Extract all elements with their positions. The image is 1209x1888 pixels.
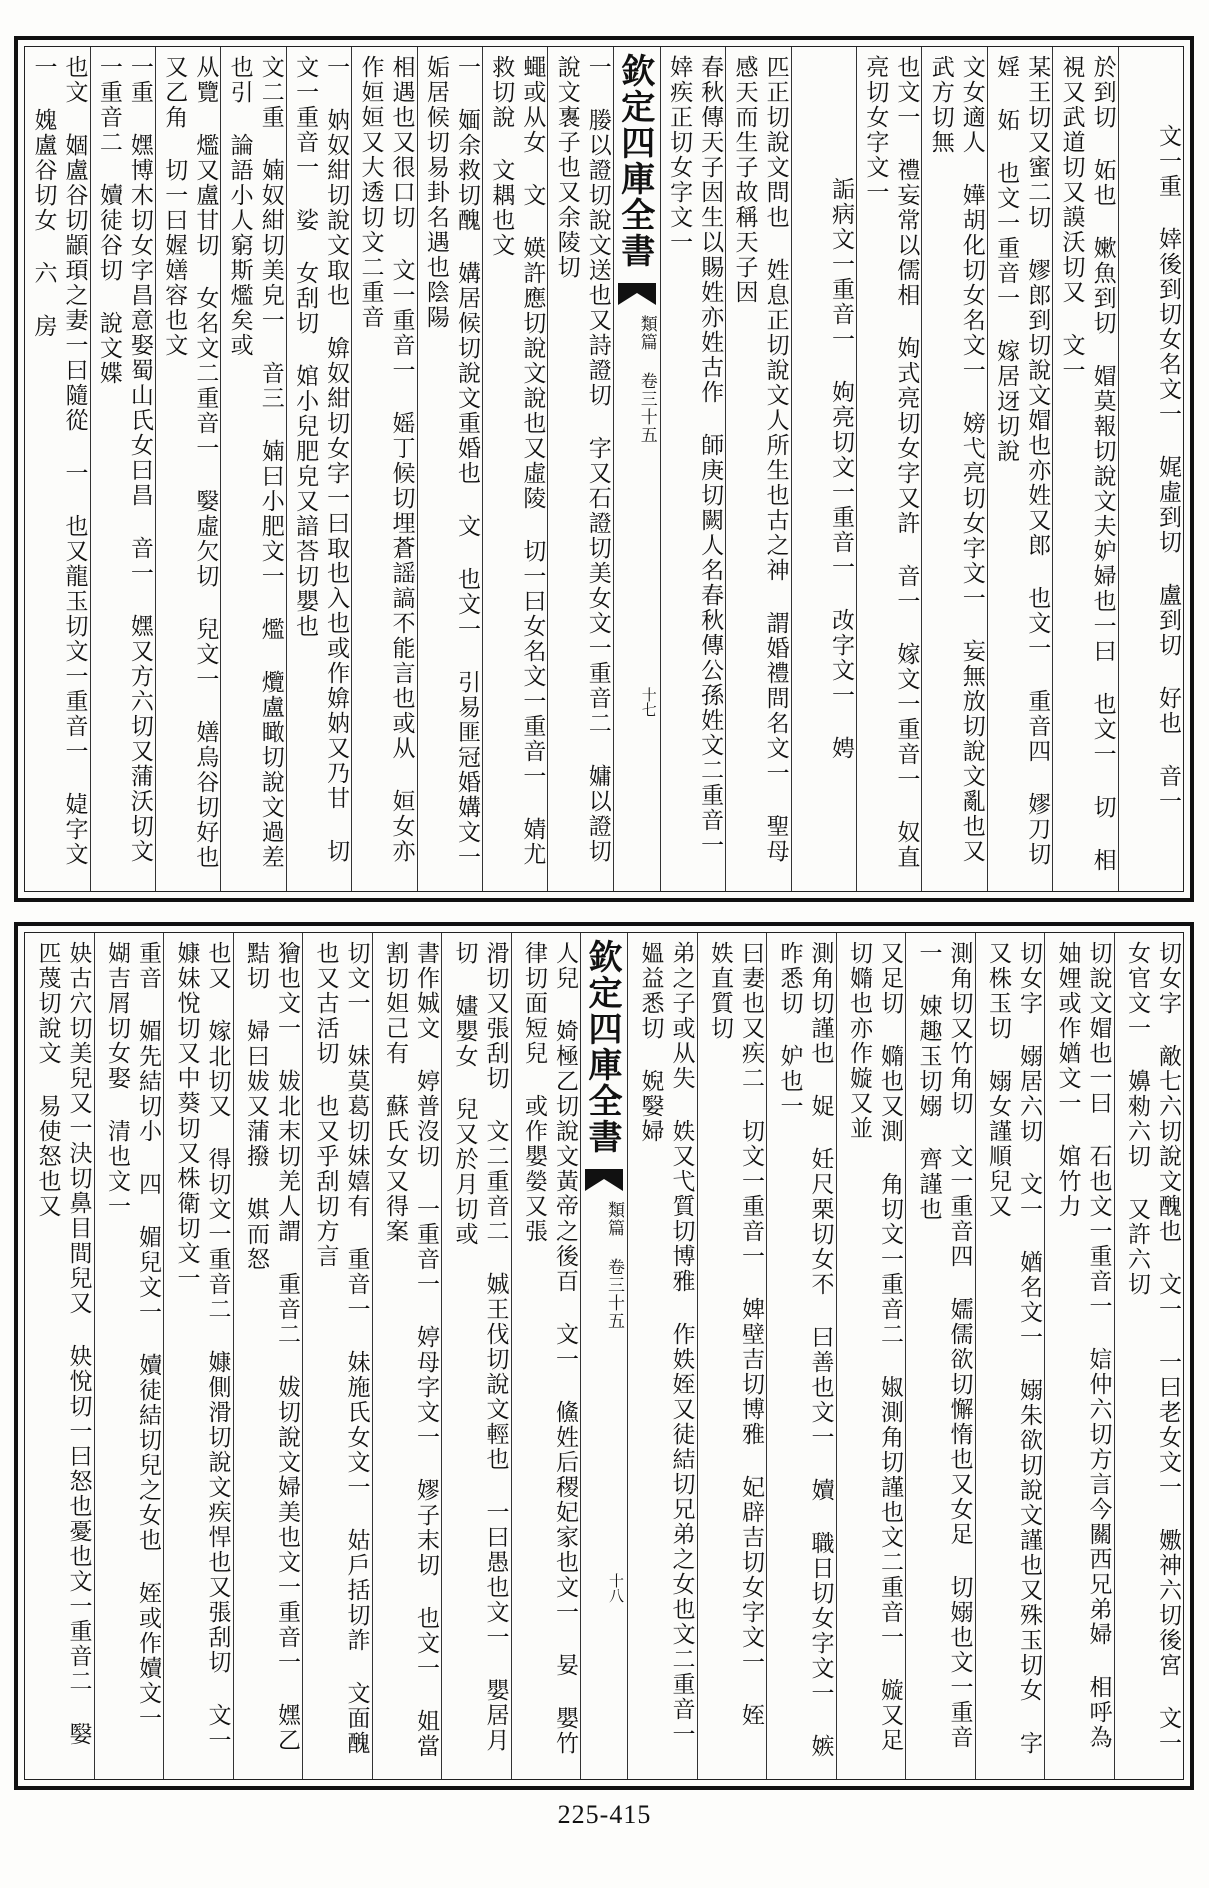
book-title: 欽定四庫全書 [614, 53, 655, 269]
column-text: 春秋傳天子因生以賜姓亦姓古作 師庚切闕人名春秋傳公孫姓文二重音一 婞疾正切女字文一 [666, 55, 724, 858]
column-text: 蠅或从女 文 媖許應切說文說也又虛陵 切一曰女名文一重音一 婧尤救切說 文耦也文 [488, 55, 546, 867]
text-column [987, 47, 1052, 891]
center-fold-column [580, 933, 627, 1779]
column-text: 切女字 敵七六切說文醜也 文一 一曰老女文一 嫐神六切後宮 文一 女官文一 嬶勑六切 又許六切 [1123, 941, 1181, 1756]
text-column [905, 933, 975, 1779]
column-text: 詬病文一重音一 姁亮切文一重音一 妀字文一 娉 [827, 177, 854, 761]
text-column [372, 933, 442, 1779]
column-text: 切文一 妹莫葛切妹嬉有 重音一 妹施氏女文一 姑戶括切詐 文面醜也又古活切 也又乎刮切方言 [312, 941, 370, 1756]
leaf-number: 十八 [607, 1573, 625, 1603]
text-column [482, 47, 547, 891]
page-number: 225-415 [557, 1800, 652, 1829]
column-text: 滑切又張刮切 文二重音二 娍王伐切說文輕也 一曰愚也文一 嬰居月切 嫿嬰女 兒又於月切或 [451, 941, 509, 1753]
text-column [25, 933, 94, 1779]
fishtail-mark-icon [585, 1169, 623, 1191]
column-text: 文一重 婞後到切女名文一 娓虛到切 盧到切 好也 音一 [1155, 124, 1181, 814]
column-text: 一重 嫼博木切女字昌意娶蜀山氏女曰昌 音一 嫼又方六切又蒲沃切文一重音二 嬻徒谷切 說文媟 [95, 55, 153, 864]
text-column [660, 47, 725, 891]
text-column [856, 47, 921, 891]
text-column [975, 933, 1045, 1779]
text-column [441, 933, 511, 1779]
column-text: 妜古穴切美兒又一決切鼻目間兒又 妜悅切一曰怒也憂也文一重音二 嫛匹蔑切說文 易使怒也又 [34, 941, 92, 1747]
column-text: 測角切謹也 娖 妊尺栗切女不 曰善也文一 嬻 職日切女字文一 嫉昨悉切 妒也一 [776, 941, 834, 1759]
column-text: 弟之子或从失 妷又弋質切博雅 作妷姪又徒結切兄弟之女也文二重音一 媼益悉切 婗嫛婦 [637, 941, 695, 1747]
text-column [697, 933, 767, 1779]
column-text: 文二重 婻奴紺切美皃一 音三 婻曰小肥文一 爁 爦盧瞰切說文過差也引 論語小人窮斯爁矣或 [226, 55, 284, 870]
column-text: 也文一 禮妄常以儒相 姁式亮切女字又許 音一 嫁文一重音一 奴直亮切女字文一 [862, 55, 920, 870]
column-text: 人兒 婍極乙切說文黃帝之後百 文一 鯈姓后稷妃家也文一 妟 嬰竹律切面短兒 或作嬰嫈又張 [520, 941, 578, 1756]
upper-page-columns [25, 47, 1183, 891]
text-column [1044, 933, 1114, 1779]
column-text: 於到切 妬也 嫰魚到切 媢莫報切說文夫妒婦也一曰 也文一 切 相視又武道切又謨沃切又 文一 [1058, 55, 1116, 873]
column-text: 也文 婟盧谷切顓頊之妻一曰隨從 一 也又龍玉切文一重音一 媫字文一 媿盧谷切女 六 房 [30, 55, 88, 867]
column-text: 書作娍文 婷普沒切 一重音一 婷母字文一 嫪子末切 也文一 姐當割切妲己有 蘇氏女又得案 [381, 941, 439, 1759]
fishtail-mark-icon [618, 283, 656, 305]
column-text: 相遇也又很口切 文一重音一 媱丁候切埋蒼謡謞不能言也或从 姮女亦作姮姮又大透切文二重音 [357, 55, 415, 864]
column-text: 重音 媚先結切小 四 媚兒文一 嬻徒結切兒之女也 姪或作嬻文一 媩吉屑切女娶 清也文一 [103, 941, 161, 1731]
text-column [921, 47, 986, 891]
text-column [1052, 47, 1117, 891]
column-text: 測角切又竹角切 文一重音四 嬬儒欲切懈惰也又女足 切嫋也文一重音一 娕趣玉切嫋 齊謹也 [915, 941, 973, 1750]
column-text: 一 妠奴紺切說文取也 媕奴紺切女字一曰取也入也或作媕妠又乃甘 切文一重音一 娑 女刮切 婠小兒肥皃又諳荅切嬰也 [292, 55, 350, 864]
book-title: 欽定四庫全書 [582, 939, 622, 1155]
center-fold-column [613, 47, 660, 891]
text-column [836, 933, 906, 1779]
text-column [725, 47, 790, 891]
lower-page-columns [25, 933, 1183, 1779]
text-column [163, 933, 233, 1779]
column-text: 文女適人 嬅胡化切女名文一 嫎弋亮切女字文一 妄無放切說文亂也又武方切無 [927, 55, 985, 864]
lower-page-inner-border [24, 932, 1184, 1780]
upper-page-inner-border [24, 46, 1184, 892]
volume-label: 類篇 卷三十五 [636, 315, 657, 444]
column-text: 从覽 爁又盧甘切 女名文二重音一 嫛虛欠切 兒文一 嫸烏谷切好也又乙角 切一曰媉嫸容也文 [161, 55, 219, 870]
column-text: 曰妻也又疾二 切文一重音一 婢壁吉切博雅 妃辟吉切女字文一 姪 妷直質切 [706, 941, 764, 1728]
column-text: 匹正切說文問也 姓息正切說文人所生也古之神 謂婚禮問名文一 聖母感天而生子故稱天子因 [731, 55, 789, 864]
text-column [233, 933, 303, 1779]
text-column [766, 933, 836, 1779]
column-text: 也又 嫁北切又 得切文一重音二 嫝側滑切說文疾悍也又張刮切 文一 嫝妹悅切又中葵切又株衛切文一 [173, 941, 231, 1753]
text-column [286, 47, 351, 891]
text-column [547, 47, 612, 891]
column-text: 某王切又蜜二切 嫪郎到切說文媢也亦姓又郎 也文一 重音四 嫪刀切 婬 妬 也文一重音一 嫁居迓切說 [993, 55, 1051, 867]
text-column [220, 47, 285, 891]
column-text: 切說文媢也一曰 石也文一重音一 娮仲六切方言今關西兄弟婦 相呼為妯娌或作媨文一 婠竹力 [1054, 941, 1112, 1750]
text-column [90, 47, 155, 891]
text-column [627, 933, 697, 1779]
column-text: 又足切 嫷也又測 角切文一重音二 婌測角切謹也文二重音一 嫙又足切嫷也亦作嫙又並 [845, 941, 903, 1753]
column-text: 一 媔余救切醜 媾居候切說文重婚也 文 也文一 引易匪冠婚媾文一 姤居候切易卦名遇也陰陽 [422, 55, 480, 870]
column-text: 獪也文一 妭北末切羌人謂 重音二 妭切說文婦美也文一重音一 嫼乙黠切 婦曰妭又蒲撥 娸而怒 [242, 941, 300, 1753]
text-column [1118, 47, 1183, 891]
text-column [94, 933, 164, 1779]
text-column [25, 47, 89, 891]
text-column [791, 47, 856, 891]
text-column [511, 933, 581, 1779]
lower-page-frame [14, 922, 1194, 1790]
column-text: 一 媵以證切說文送也又詩證切 字又石證切美女文一重音二 嫞以證切說文褢子也又余陵切 [553, 55, 611, 864]
text-column [417, 47, 482, 891]
volume-label: 類篇 卷三十五 [604, 1201, 624, 1330]
upper-page-frame [14, 36, 1194, 902]
text-column [155, 47, 220, 891]
text-column [302, 933, 372, 1779]
column-text: 切女字 嫋居六切 文一 媨名文一 嫋朱欲切說文謹也又殊玉切女 字又株玉切 嫋女謹順兒又 [984, 941, 1042, 1756]
text-column [351, 47, 416, 891]
leaf-number: 十七 [639, 687, 658, 717]
text-column [1114, 933, 1184, 1779]
